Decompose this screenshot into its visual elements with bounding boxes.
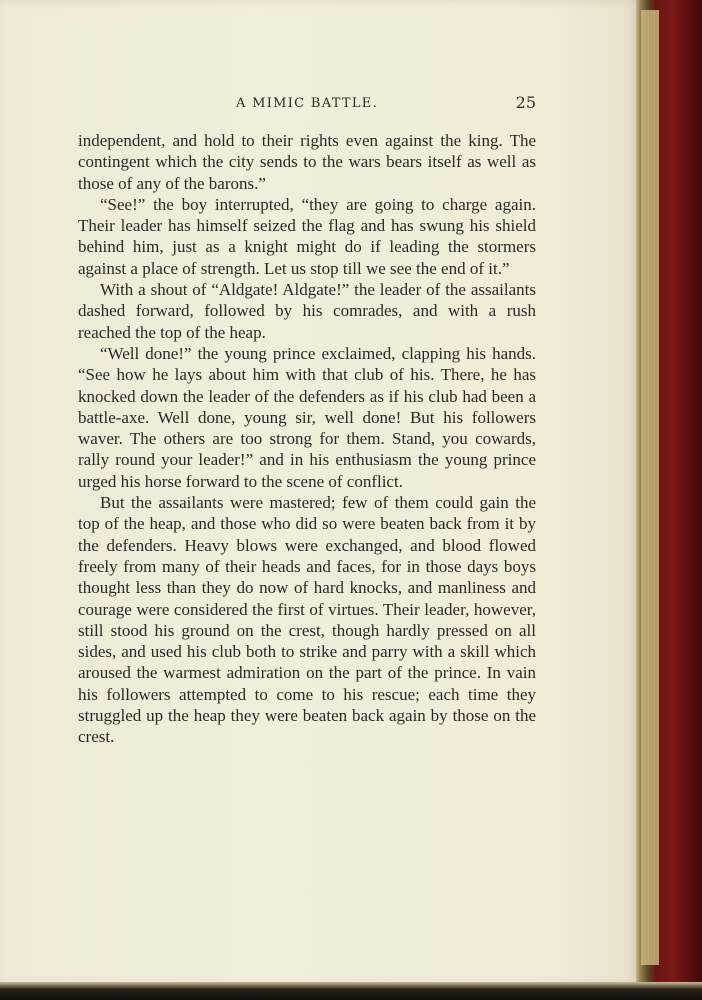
body-text — [78, 130, 536, 748]
page-bottom-edge — [0, 982, 702, 1000]
paragraph: “Well done!” the young prince exclaimed, clapping his hands. “See how he lays about him with that club of his. There, he has knocked down the leader of the defenders as if his club had been a battle-axe. Well done, young sir, well done! But his followers waver. The others are too strong for them. Stand, you cowards, rally round your leader!” and in his enthusiasm the young prince urged his horse forward to the scene of conflict. — [78, 343, 536, 491]
running-header — [78, 93, 536, 115]
paragraph: “See!” the boy interrupted, “they are going to charge again. Their leader has himself seized the flag and has swung his shield behind him, just as a knight might do if leading the stormers against a place of strength. Let us stop till we see the end of it.” — [78, 194, 536, 278]
running-header-title: A MIMIC BATTLE. — [235, 96, 379, 111]
paragraph: With a shout of “Aldgate! Aldgate!” the leader of the assailants dashed forward, followed by his comrades, and with a rush reached the top of the heap. — [78, 280, 536, 342]
page-number: 25 — [515, 93, 536, 112]
paragraph: independent, and hold to their rights even against the king. The contingent which the city sends to the wars bears itself as well as those of any of the barons.” — [78, 131, 536, 193]
gilt-page-edges — [641, 10, 659, 965]
paragraph: But the assailants were mastered; few of them could gain the top of the heap, and those who did so were beaten back from it by the defenders. Heavy blows were exchanged, and blood flowed freely from many of their heads and faces, for in those days boys thought less than they do now of hard knocks, and manliness and courage were considered the first of virtues. Their leader, however, still stood his ground on the crest, though hardly pressed on all sides, and used his club both to strike and parry with a skill which aroused the warmest admiration on the part of the prince. In vain his followers attempted to come to his rescue; each time they struggled up the heap they were beaten back again by those on the crest. — [78, 493, 536, 747]
